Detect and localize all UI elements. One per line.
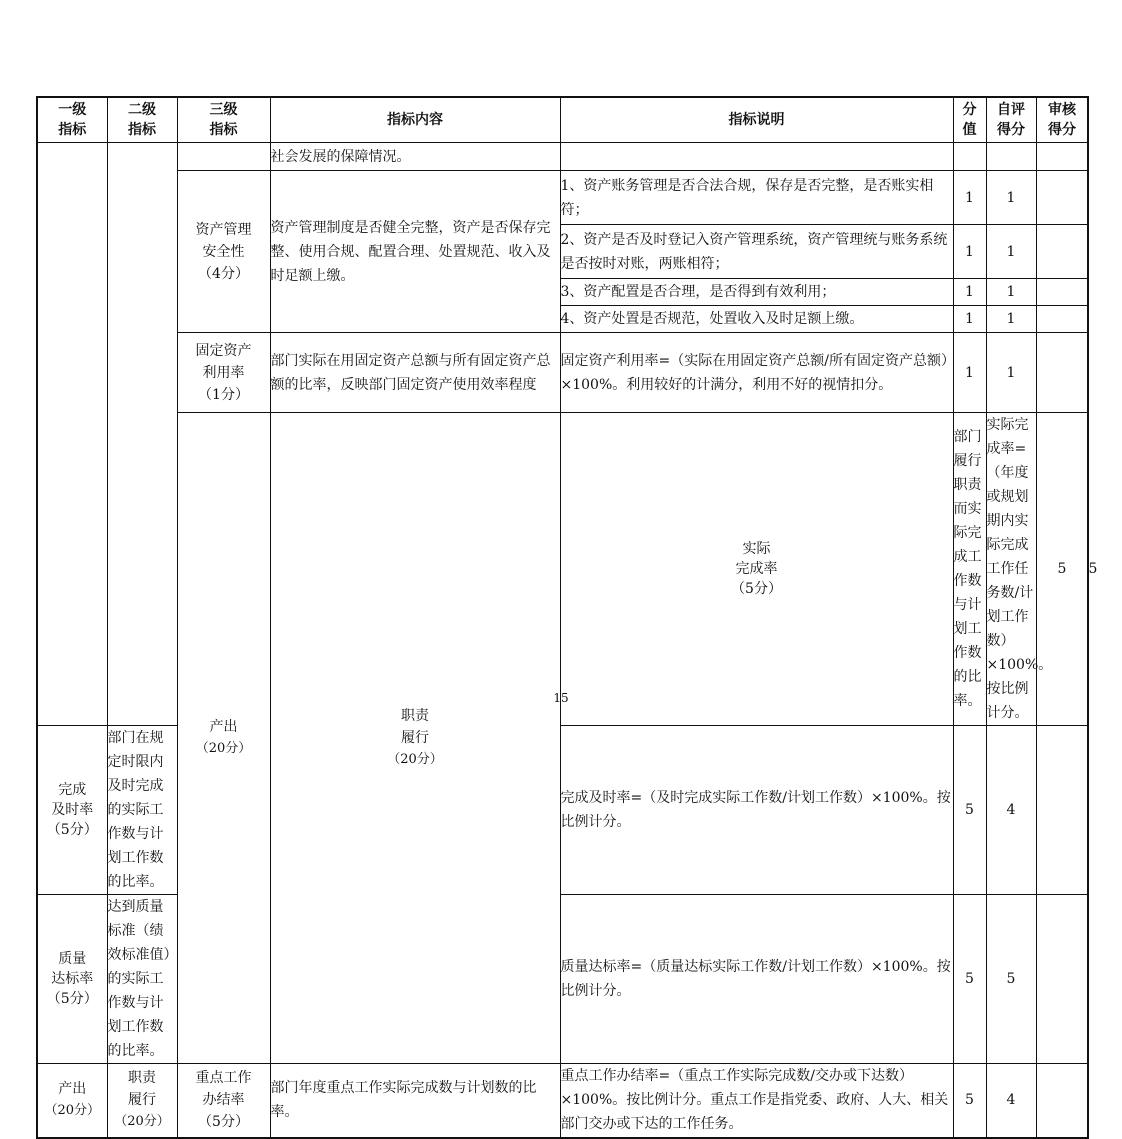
header-score: 分 值 <box>953 97 986 143</box>
score-cell: 5 <box>953 895 986 1064</box>
explanation-cell: 重点工作办结率=（重点工作实际完成数/交办或下达数）×100%。按比例计分。重点工作是指党委、政府、人大、相关部门交办或下达的工作任务。 <box>560 1064 953 1138</box>
content-cell: 部门履行职责而实际完成工作数与计划工作数的比率。 <box>953 413 986 726</box>
content-cell: 部门实际在用固定资产总额与所有固定资产总额的比率，反映部门固定资产使用效率程度 <box>270 333 560 413</box>
audit-score-cell <box>1036 895 1088 1064</box>
level1-cell-empty <box>37 143 107 726</box>
score-cell: 5 <box>1036 413 1088 726</box>
level3-quality: 质量 达标率 （5分） <box>37 895 107 1064</box>
score-cell: 1 <box>953 333 986 413</box>
audit-score-cell <box>1036 1064 1088 1138</box>
level2-duty: 职责 履行 （20分） <box>107 1064 177 1138</box>
score-cell: 5 <box>953 1064 986 1138</box>
explanation-cell: 固定资产利用率=（实际在用固定资产总额/所有固定资产总额）×100%。利用较好的计满分，利用不好的视情扣分。 <box>560 333 953 413</box>
level2-cell-empty <box>107 143 177 726</box>
self-score-cell: 1 <box>986 171 1036 225</box>
score-cell: 1 <box>953 225 986 279</box>
self-score-cell: 4 <box>986 1064 1036 1138</box>
audit-score-cell <box>1036 333 1088 413</box>
self-score-cell: 1 <box>986 279 1036 306</box>
content-cell: 社会发展的保障情况。 <box>270 143 560 171</box>
level1-output: 产出 （20分） <box>177 413 270 1064</box>
score-cell: 5 <box>953 726 986 895</box>
explanation-cell: 完成及时率=（及时完成实际工作数/计划工作数）×100%。按比例计分。 <box>560 726 953 895</box>
header-level2: 二级 指标 <box>107 97 177 143</box>
content-cell: 部门年度重点工作实际完成数与计划数的比率。 <box>270 1064 560 1138</box>
level3-asset-security: 资产管理 安全性 （4分） <box>177 171 270 333</box>
audit-score-cell <box>1036 279 1088 306</box>
audit-score-cell <box>1036 726 1088 895</box>
audit-score-cell <box>1036 225 1088 279</box>
page-number: 15 <box>553 691 569 705</box>
header-content: 指标内容 <box>270 97 560 143</box>
explanation-cell: 2、资产是否及时登记入资产管理系统，资产管理统与账务系统是否按时对账，两账相符； <box>560 225 953 279</box>
explanation-cell: 4、资产处置是否规范，处置收入及时足额上缴。 <box>560 306 953 333</box>
header-explanation: 指标说明 <box>560 97 953 143</box>
score-cell: 1 <box>953 171 986 225</box>
header-audit-score: 审核 得分 <box>1036 97 1088 143</box>
header-level1: 一级 指标 <box>37 97 107 143</box>
header-level3: 三级 指标 <box>177 97 270 143</box>
level3-key-work: 重点工作 办结率 （5分） <box>177 1064 270 1138</box>
score-cell: 1 <box>953 306 986 333</box>
explanation-cell: 3、资产配置是否合理，是否得到有效利用； <box>560 279 953 306</box>
level2-duty: 职责 履行 （20分） <box>270 413 560 1064</box>
self-score-cell: 1 <box>986 333 1036 413</box>
level1-output: 产出 （20分） <box>37 1064 107 1138</box>
content-cell: 资产管理制度是否健全完整，资产是否保存完整、使用合规、配置合理、处置规范、收入及时足额上缴。 <box>270 171 560 333</box>
self-score-cell: 1 <box>986 306 1036 333</box>
table-row <box>37 1064 1088 1138</box>
header-row <box>37 97 1088 143</box>
level3-timeliness: 完成 及时率 （5分） <box>37 726 107 895</box>
audit-score-cell <box>1036 306 1088 333</box>
content-cell: 达到质量标准（绩效标准值）的实际工作数与计划工作数的比率。 <box>107 895 177 1064</box>
level3-cell-empty <box>177 143 270 171</box>
level3-fixed-asset: 固定资产 利用率 （1分） <box>177 333 270 413</box>
explanation-cell: 1、资产账务管理是否合法合规，保存是否完整，是否账实相符； <box>560 171 953 225</box>
content-cell: 部门在规定时限内及时完成的实际工作数与计划工作数的比率。 <box>107 726 177 895</box>
table-row <box>37 143 1088 171</box>
explanation-cell: 质量达标率=（质量达标实际工作数/计划工作数）×100%。按比例计分。 <box>560 895 953 1064</box>
self-score-cell: 1 <box>986 225 1036 279</box>
score-cell: 1 <box>953 279 986 306</box>
self-score-cell: 4 <box>986 726 1036 895</box>
evaluation-table <box>36 96 1098 1139</box>
table-row <box>37 171 1088 225</box>
audit-score-cell <box>1036 171 1088 225</box>
self-score-cell: 5 <box>986 895 1036 1064</box>
table-row: 产出 （20分） 职责 履行 （20分） 实际 完成率 （5分） 部门履行职责而实际完成工作数与计划工作数的比率。 实际完成率=（年度或规划期内实际完成工作任务数/计划工作数）×100%。按比例计分。 5 5 <box>37 413 1088 726</box>
table-row <box>37 333 1088 413</box>
header-self-score: 自评 得分 <box>986 97 1036 143</box>
explanation-cell: 实际完成率=（年度或规划期内实际完成工作任务数/计划工作数）×100%。按比例计分。 <box>986 413 1036 726</box>
level3-completion: 实际 完成率 （5分） <box>560 413 953 726</box>
